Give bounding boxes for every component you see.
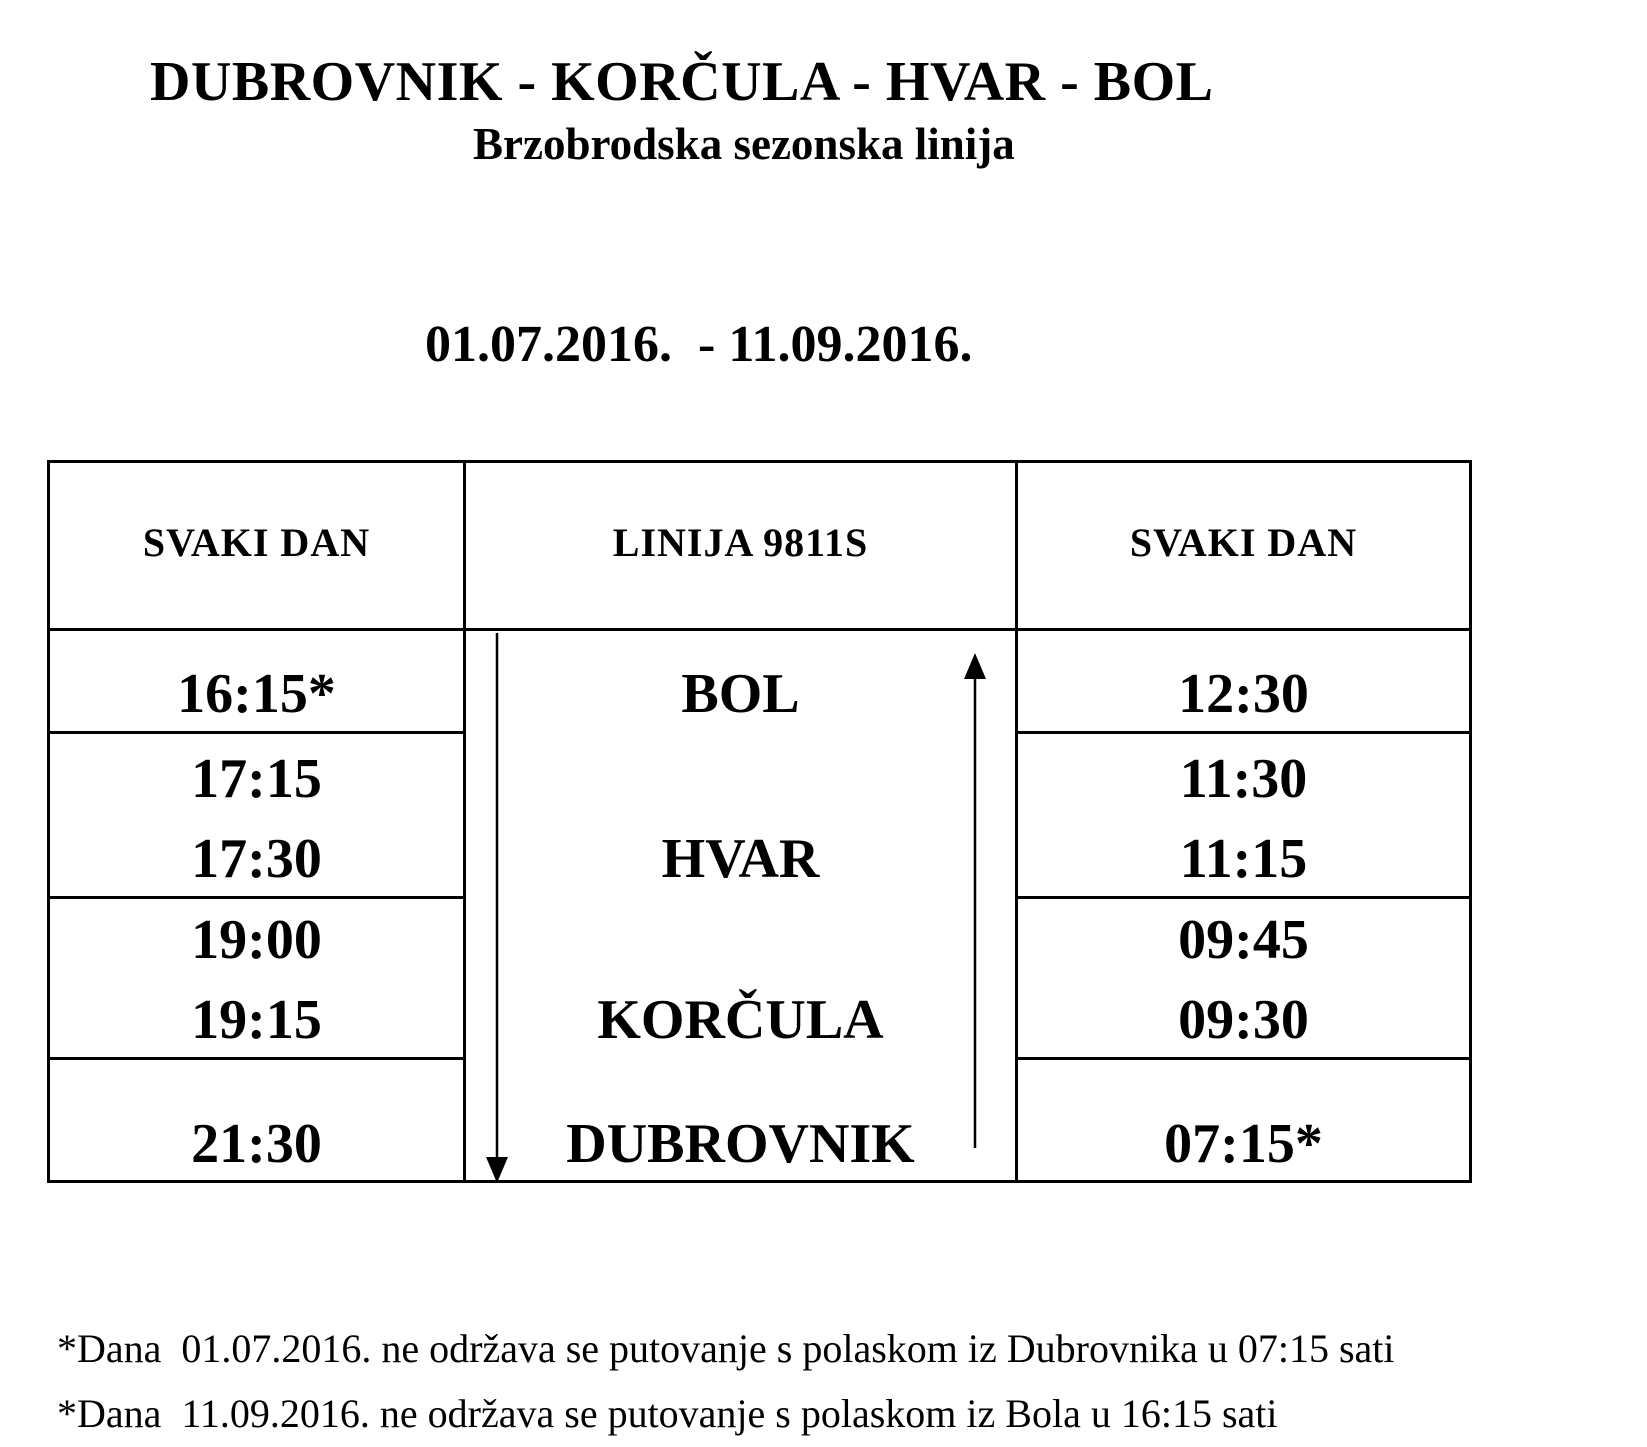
right-time-cell: 12:30: [1178, 663, 1309, 725]
row-divider: [1018, 896, 1469, 899]
left-time-cell: 19:15: [191, 989, 322, 1051]
footnote: *Dana 01.07.2016. ne održava se putovanje s polaskom iz Dubrovnika u 07:15 sati: [57, 1326, 1395, 1371]
page-subtitle: Brzobrodska sezonska linija: [473, 119, 1015, 169]
arrow-down-icon: [482, 633, 512, 1186]
row-divider: [50, 1057, 463, 1060]
left-time-cell: 21:30: [191, 1113, 322, 1175]
line-number-header: LINIJA 9811S: [612, 520, 869, 565]
row-divider: [50, 896, 463, 899]
right-time-cell: 07:15*: [1164, 1113, 1323, 1175]
stop-name: HVAR: [661, 828, 820, 890]
row-divider: [1018, 731, 1469, 734]
validity-period: 01.07.2016. - 11.09.2016.: [425, 316, 973, 373]
right-column-header: SVAKI DAN: [1129, 520, 1358, 565]
left-column-header: SVAKI DAN: [142, 520, 371, 565]
stop-name: KORČULA: [597, 989, 884, 1051]
column-divider: [463, 463, 466, 1180]
left-time-cell: 17:30: [191, 828, 322, 890]
left-time-cell: 16:15*: [177, 663, 336, 725]
column-divider: [1015, 463, 1018, 1180]
right-time-cell: 09:45: [1178, 909, 1309, 971]
page-title: DUBROVNIK - KORČULA - HVAR - BOL: [150, 51, 1214, 113]
footnote: *Dana 11.09.2016. ne održava se putovanje s polaskom iz Bola u 16:15 sati: [57, 1391, 1278, 1436]
row-divider: [1018, 1057, 1469, 1060]
right-time-cell: 11:30: [1179, 748, 1308, 810]
stop-name: DUBROVNIK: [566, 1113, 915, 1175]
right-time-cell: 11:15: [1179, 828, 1308, 890]
stop-name: BOL: [681, 663, 800, 725]
left-time-cell: 17:15: [191, 748, 322, 810]
right-time-cell: 09:30: [1178, 989, 1309, 1051]
left-time-cell: 19:00: [191, 909, 322, 971]
timetable: [47, 460, 1472, 1183]
row-divider: [50, 731, 463, 734]
arrow-up-icon: [960, 653, 990, 1153]
header-divider: [50, 628, 1469, 631]
